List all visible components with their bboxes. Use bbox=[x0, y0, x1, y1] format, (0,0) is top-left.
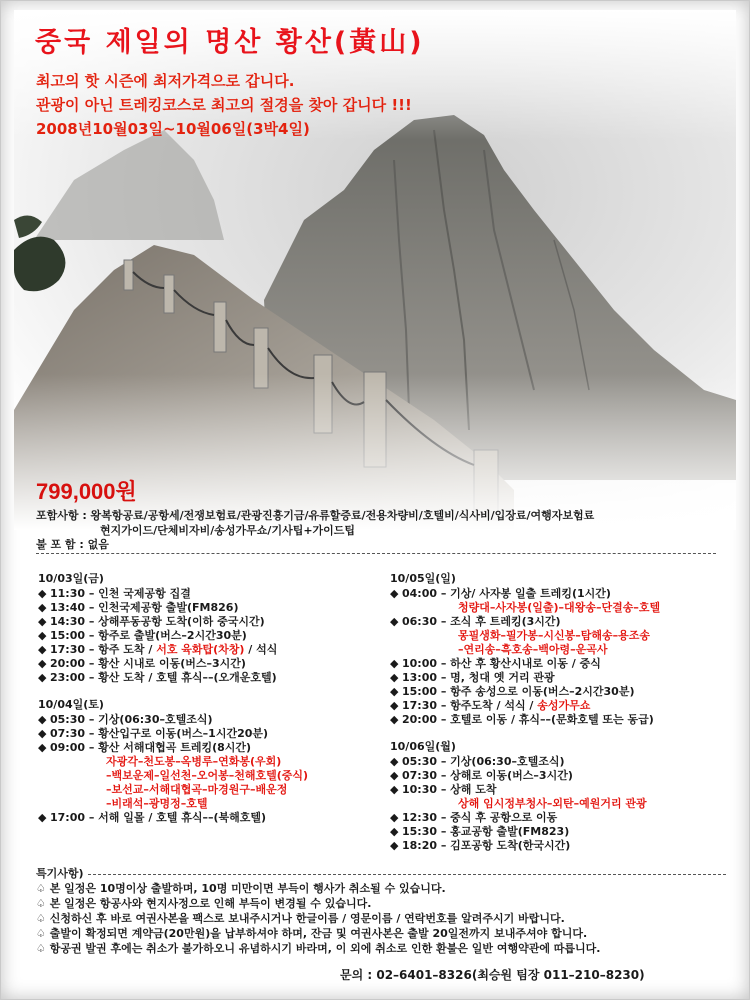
divider bbox=[36, 553, 716, 554]
schedule-item: ◆ 13:00 – 명, 청대 옛 거리 관광 bbox=[390, 671, 555, 684]
price: 799,000원 bbox=[36, 479, 137, 504]
route-detail: 몽필생화–필가봉–시신봉–탐해송–용조송 bbox=[458, 629, 651, 642]
schedule-item: ◆ 17:30 – 항주도착 / 석식 / 송성가무쇼 bbox=[390, 699, 591, 712]
schedule-item: ◆ 20:00 – 호텔로 이동 / 휴식––(문화호텔 또는 동급) bbox=[390, 713, 654, 726]
included-line-2: 현지가이드/단체비자비/송성가무쇼/기사팁+가이드팁 bbox=[100, 524, 356, 537]
schedule-item: ◆ 13:40 – 인천국제공항 출발(FM826) bbox=[38, 601, 239, 614]
route-detail: 상해 임시정부청사–외탄–예원거리 관광 bbox=[458, 797, 647, 810]
tagline-2: 관광이 아닌 트레킹코스로 최고의 절경을 찾아 갑니다 !!! bbox=[36, 96, 412, 114]
contact-info: 문의 : 02–6401–8326(최승원 팀장 011–210–8230) bbox=[340, 968, 645, 982]
schedule-item: ◆ 05:30 – 기상(06:30–호텔조식) bbox=[38, 713, 213, 726]
day-header: 10/04일(토) bbox=[38, 698, 104, 711]
schedule-item: ◆ 15:00 – 항주로 출발(버스–2시간30분) bbox=[38, 629, 247, 642]
schedule-item: ◆ 10:00 – 하산 후 황산시내로 이동 / 중식 bbox=[390, 657, 601, 670]
schedule-item: ◆ 12:30 – 중식 후 공항으로 이동 bbox=[390, 811, 558, 824]
note-item: ♤ 본 일정은 항공사와 현지사정으로 인해 부득이 변경될 수 있습니다. bbox=[36, 897, 372, 910]
itinerary-left bbox=[38, 572, 373, 825]
page-title: 중국 제일의 명산 황산(黃山) bbox=[35, 27, 425, 58]
route-detail: –비래석–광명정–호텔 bbox=[106, 797, 208, 810]
special-notes bbox=[36, 866, 726, 956]
day-header: 10/06일(월) bbox=[390, 740, 456, 753]
schedule-item: ◆ 07:30 – 황산입구로 이동(버스–1시간20분) bbox=[38, 727, 269, 740]
schedule-item: ◆ 17:30 – 항주 도착 / 서호 육화탑(차창) / 석식 bbox=[38, 643, 278, 656]
schedule-item: ◆ 15:30 – 홍교공항 출발(FM823) bbox=[390, 825, 570, 838]
route-detail: –백보운제–일선천–오어봉–천해호텔(중식) bbox=[106, 769, 309, 782]
route-detail: –연리송–흑호송–백아령–운곡사 bbox=[458, 643, 608, 656]
note-item: ♤ 출발이 확정되면 계약금(20만원)을 납부하셔야 하며, 잔금 및 여권사본은 출발 20일전까지 보내주셔야 합니다. bbox=[36, 927, 588, 940]
route-detail: 자광각–천도봉–옥병루–연화봉(우회) bbox=[106, 755, 282, 768]
note-item: ♤ 항공권 발권 후에는 취소가 불가하오니 유념하시기 바라며, 이 외에 취소로 인한 환불은 일반 여행약관에 따릅니다. bbox=[36, 942, 601, 955]
note-item: ♤ 신청하신 후 바로 여권사본을 팩스로 보내주시거나 한글이름 / 영문이름 / 연락번호를 알려주시기 바랍니다. bbox=[36, 912, 565, 925]
schedule-item: ◆ 09:00 – 황산 서해대협곡 트레킹(8시간) bbox=[38, 741, 252, 754]
notes-heading: 특기사항) bbox=[36, 867, 84, 880]
included-line-1: 포함사항 : 왕복항공료/공항세/전쟁보험료/관광진흥기금/유류할증료/전용차량비/호텔비/식사비/입장료/여행자보험료 bbox=[36, 509, 595, 522]
note-item: ♤ 본 일정은 10명이상 출발하며, 10명 미만이면 부득이 행사가 취소될 수 있습니다. bbox=[36, 882, 446, 895]
schedule-item: ◆ 23:00 – 황산 도착 / 호텔 휴식––(오개운호텔) bbox=[38, 671, 277, 684]
schedule-item: ◆ 14:30 – 상해푸동공항 도착(이하 중국시간) bbox=[38, 615, 265, 628]
route-detail: –보선교–서해대협곡–마경원구–배운정 bbox=[106, 783, 288, 796]
included-items bbox=[36, 508, 716, 538]
schedule-item: ◆ 18:20 – 김포공항 도착(한국시간) bbox=[390, 839, 571, 852]
schedule-item: ◆ 05:30 – 기상(06:30–호텔조식) bbox=[390, 755, 565, 768]
schedule-item: ◆ 04:00 – 기상/ 사자봉 일출 트레킹(1시간) bbox=[390, 587, 611, 600]
schedule-item: ◆ 17:00 – 서해 일몰 / 호텔 휴식––(북해호텔) bbox=[38, 811, 267, 824]
schedule-item: ◆ 10:30 – 상해 도착 bbox=[390, 783, 497, 796]
day-header: 10/05일(일) bbox=[390, 572, 456, 585]
itinerary-right bbox=[390, 572, 725, 853]
schedule-item: ◆ 07:30 – 상해로 이동(버스–3시간) bbox=[390, 769, 573, 782]
tagline-1: 최고의 핫 시즌에 최저가격으로 갑니다. bbox=[36, 72, 295, 90]
route-detail: 청량대–사자봉(일출)–대왕송–단결송–호텔 bbox=[458, 601, 661, 614]
travel-dates: 2008년10월03일~10월06일(3박4일) bbox=[36, 120, 310, 138]
excluded-items: 불 포 함 : 없음 bbox=[36, 538, 109, 551]
schedule-item: ◆ 11:30 – 인천 국제공항 집결 bbox=[38, 587, 191, 600]
day-header: 10/03일(금) bbox=[38, 572, 104, 585]
schedule-item: ◆ 06:30 – 조식 후 트레킹(3시간) bbox=[390, 615, 561, 628]
schedule-item: ◆ 20:00 – 황산 시내로 이동(버스–3시간) bbox=[38, 657, 246, 670]
schedule-item: ◆ 15:00 – 항주 송성으로 이동(버스–2시간30분) bbox=[390, 685, 635, 698]
